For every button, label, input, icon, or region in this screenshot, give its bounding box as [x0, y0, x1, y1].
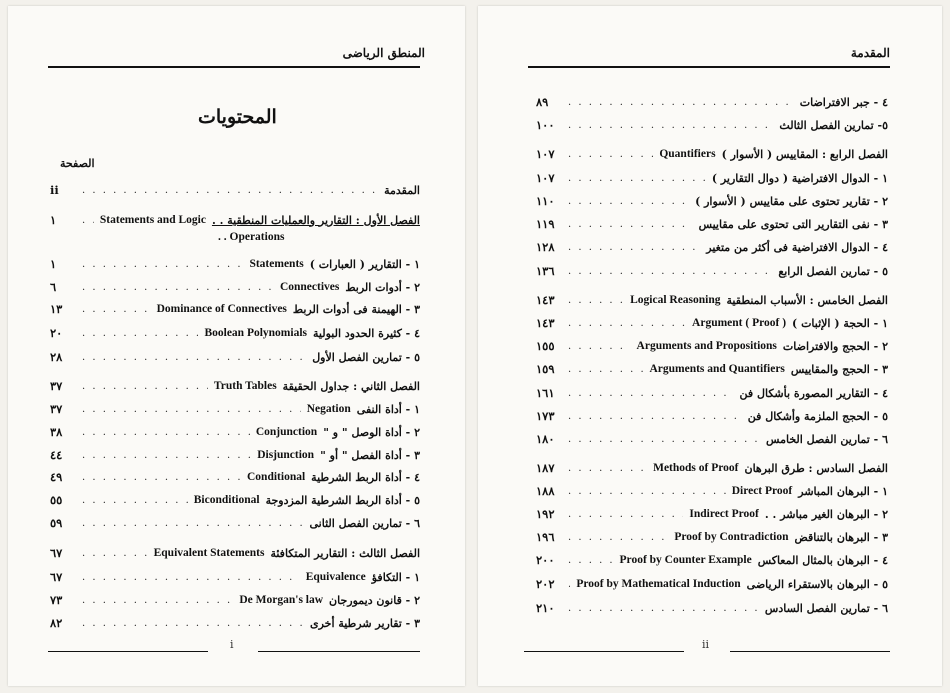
dot-leader [568, 463, 647, 474]
toc-entry [50, 489, 420, 511]
toc-entry-arabic: ٦ - تمارين الفصل الخامس [766, 432, 888, 446]
page-column-label: الصفحة [60, 157, 95, 170]
toc-page-number: ٣٨ [50, 425, 63, 439]
toc-entry-arabic: الفصل الخامس : الأسباب المنطقية [726, 293, 888, 307]
toc-entry [50, 346, 420, 368]
toc-entry [536, 260, 888, 282]
toc-page-number: ١١٩ [536, 217, 555, 231]
toc-entry [50, 612, 420, 634]
dot-leader [82, 595, 233, 606]
running-header: المقدمة [850, 46, 890, 60]
toc-entry-english: Quantifiers [659, 148, 716, 160]
toc-entry [536, 289, 888, 311]
toc-page-number: ٦٧ [50, 546, 63, 560]
toc-entry [536, 114, 888, 136]
footer-rule [48, 651, 208, 652]
dot-leader [82, 548, 148, 559]
toc-entry-arabic: الفصل السادس : طرق البرهان [744, 461, 888, 475]
toc-entry [536, 358, 888, 380]
toc-entry [536, 167, 888, 189]
toc-entry-arabic: المقدمة [384, 183, 420, 197]
toc-entry [50, 421, 420, 443]
toc-entry-english: Proof by Mathematical Induction [576, 578, 741, 590]
toc-entry-arabic: ٢ - أدوات الربط [345, 280, 420, 294]
toc-page-number: ٢١٠ [536, 601, 555, 615]
toc-entry-arabic: ٢ - أداة الوصل " و " [323, 425, 420, 439]
toc-entry-arabic: ١ - البرهان المباشر [798, 484, 888, 498]
toc-page-number: ٢٠٢ [536, 577, 555, 591]
toc-entry [536, 213, 888, 235]
toc-entry-english: Equivalence [305, 571, 366, 583]
toc-page-number: ١٣٦ [536, 264, 555, 278]
toc-page-number: ١ [50, 213, 57, 227]
toc-page-number: ١٢٨ [536, 240, 555, 254]
toc-page-number: ٧٣ [50, 593, 63, 607]
toc-page-number: ١٩٦ [536, 530, 555, 544]
toc-entry-english: Statements [249, 258, 304, 270]
toc-entry [50, 209, 420, 231]
toc-page-number: ١٤٣ [536, 293, 555, 307]
toc-entry-english: Arguments and Propositions [636, 340, 777, 352]
dot-leader [568, 318, 686, 329]
toc-page-number: ٥٥ [50, 493, 63, 507]
toc-entry [50, 179, 420, 201]
toc-page-number: ١٠٧ [536, 171, 555, 185]
toc-page-number: ١٨٠ [536, 432, 555, 446]
dot-leader [568, 579, 570, 590]
toc-entry [536, 405, 888, 427]
toc-page-number: ٨٢ [50, 616, 63, 630]
dot-leader [82, 304, 151, 315]
dot-leader [568, 411, 742, 422]
dot-leader [82, 427, 250, 438]
dot-leader [568, 149, 653, 160]
dot-leader [568, 364, 643, 375]
toc-entry-english: Biconditional [193, 494, 260, 506]
dot-leader [82, 328, 198, 339]
toc-entry [536, 549, 888, 571]
toc-entry-english: Statements and Logic [99, 214, 206, 226]
dot-leader [82, 404, 301, 415]
toc-entry-arabic: ٥ - الحجج الملزمة وأشكال فن [747, 409, 888, 423]
dot-leader [82, 472, 241, 483]
toc-page-number: ١٠٠ [536, 118, 555, 132]
toc-entry-english: Negation [306, 403, 351, 415]
toc-page-number: ١١٠ [536, 194, 555, 208]
toc-entry-arabic: ٥ - تمارين الفصل الرابع [778, 264, 888, 278]
toc-entry [50, 589, 420, 611]
toc-entry [50, 398, 420, 420]
left-page [8, 6, 465, 686]
toc-entry-arabic: ٢ - تقارير تحتوى على مقاييس ( الأسوار ) [695, 194, 888, 208]
dot-leader [82, 618, 304, 629]
toc-entry-arabic: ٤ - كثيرة الحدود البولية [313, 326, 420, 340]
toc-entry-arabic: ٦ - تمارين الفصل السادس [764, 601, 888, 615]
dot-leader [82, 572, 300, 583]
toc-entry-arabic: ٤ - أداة الربط الشرطية [311, 470, 420, 484]
dot-leader [82, 215, 94, 226]
dot-leader [568, 242, 700, 253]
toc-entry [50, 444, 420, 466]
toc-entry-english: Boolean Polynomials [204, 327, 308, 339]
toc-entry-arabic: ١ - الحجة ( الإثبات ) [792, 316, 888, 330]
toc-entry-arabic: ٥ - البرهان بالاستقراء الرياضى [746, 577, 888, 591]
toc-page-number: ١٩٢ [536, 507, 555, 521]
toc-entry-arabic: ٤ - جبر الافتراضات [799, 95, 888, 109]
dot-leader [82, 259, 243, 270]
toc-entry-english: Indirect Proof [689, 508, 759, 520]
toc-entry [536, 480, 888, 502]
toc-entry-arabic: ٣ - البرهان بالتناقض [794, 530, 888, 544]
right-page [478, 6, 942, 686]
toc-page-number: ٤٤ [50, 448, 63, 462]
toc-entry-english: Direct Proof [731, 485, 793, 497]
toc-entry [536, 597, 888, 619]
toc-entry [536, 503, 888, 525]
dot-leader [568, 120, 773, 131]
toc-entry-arabic: ٤ - الدوال الافتراضية فى أكثر من متغير [706, 240, 888, 254]
toc-entry-arabic: الفصل الرابع : المقاييس ( الأسوار ) [721, 147, 888, 161]
toc-entry-arabic: ٢ - الحجج والافتراضات [782, 339, 888, 353]
dot-leader [82, 450, 251, 461]
toc-entry-arabic: ٦ - تمارين الفصل الثانى [309, 516, 420, 530]
dot-leader [568, 532, 668, 543]
dot-leader [82, 352, 306, 363]
toc-page-number: ٣٧ [50, 402, 63, 416]
dot-leader [568, 266, 772, 277]
toc-entry-english: Proof by Contradiction [674, 531, 789, 543]
toc-entry-english: Proof by Counter Example [619, 554, 752, 566]
toc-entry-english: Conjunction [255, 426, 318, 438]
dot-leader [568, 341, 631, 352]
dot-leader [568, 603, 759, 614]
toc-page-number: ٢٨ [50, 350, 63, 364]
toc-page-number: ٤٩ [50, 470, 63, 484]
toc-page-number: ٢٠ [50, 326, 63, 340]
dot-leader [568, 295, 624, 306]
toc-list [536, 6, 888, 646]
toc-page-number: ٢٠٠ [536, 553, 555, 567]
toc-entry [536, 190, 888, 212]
toc-entry-arabic: ٣ - الحجج والمقاييس [790, 362, 888, 376]
footer-rule [258, 651, 420, 652]
toc-page-number: ٣٧ [50, 379, 63, 393]
toc-entry-english: Truth Tables [213, 380, 277, 392]
dot-leader [82, 495, 188, 506]
dot-leader [568, 173, 706, 184]
toc-entry [536, 457, 888, 479]
toc-entry-english: Dominance of Connectives [156, 303, 287, 315]
toc-entry-english: Disjunction [257, 449, 315, 461]
dot-leader [568, 509, 683, 520]
toc-page-number: ١ [50, 257, 57, 271]
toc-entry-english: Methods of Proof [653, 462, 739, 474]
toc-entry-arabic: ٣ - الهيمنة فى أدوات الربط [292, 302, 420, 316]
toc-entry-arabic: ٣ - تقارير شرطية أخرى [309, 616, 420, 630]
dot-leader [568, 434, 760, 445]
toc-entry-arabic: ٥- تمارين الفصل الثالث [779, 118, 888, 132]
toc-entry-arabic: ٣ - نفى التقارير التى تحتوى على مقاييس [698, 217, 888, 231]
toc-entry-continuation: . . Operations [218, 231, 285, 243]
toc-entry-arabic: الفصل الثاني : جداول الحقيقة [282, 379, 420, 393]
toc-page-number: ٥٩ [50, 516, 63, 530]
toc-entry-english: Logical Reasoning [630, 294, 721, 306]
toc-entry-arabic: ٥ - تمارين الفصل الأول [312, 350, 420, 364]
toc-page-number: ١٧٣ [536, 409, 555, 423]
toc-page-number: ii [50, 183, 59, 197]
toc-page-number: ١٥٥ [536, 339, 555, 353]
toc-entry [50, 253, 420, 275]
toc-entry [50, 375, 420, 397]
toc-entry [50, 466, 420, 488]
dot-leader [82, 518, 304, 529]
toc-entry-english: Argument ( Proof ) [692, 317, 787, 329]
toc-entry-arabic: الفصل الأول : التقارير والعمليات المنطقية . . [211, 213, 420, 227]
footer-rule [730, 651, 890, 652]
dot-leader [82, 282, 274, 293]
dot-leader [568, 486, 726, 497]
dot-leader [82, 381, 208, 392]
toc-entry-english: De Morgan's law [239, 594, 324, 606]
toc-entry-arabic: ١ - أداة النفى [356, 402, 420, 416]
toc-page-number: ١٦١ [536, 386, 555, 400]
toc-entry-arabic: ٢ - البرهان الغير مباشر . . [764, 507, 888, 521]
toc-entry-arabic: الفصل الثالث : التقارير المتكافئة [270, 546, 420, 560]
toc-entry [50, 566, 420, 588]
toc-page-number: ١٨٨ [536, 484, 555, 498]
toc-entry-english: Arguments and Quantifiers [649, 363, 785, 375]
toc-entry-arabic: ١ - الدوال الافتراضية ( دوال التقارير ) [711, 171, 888, 185]
toc-entry [50, 276, 420, 298]
toc-page-number: ١٠٧ [536, 147, 555, 161]
toc-list [50, 6, 420, 646]
toc-entry-english: Connectives [279, 281, 340, 293]
dot-leader [568, 196, 689, 207]
toc-page-number: ١٨٧ [536, 461, 555, 475]
toc-entry-arabic: ٢ - قانون ديمورجان [329, 593, 420, 607]
running-header: المنطق الرياضى [342, 46, 425, 60]
dot-leader [568, 388, 734, 399]
toc-entry-english: Conditional [247, 471, 306, 483]
toc-entry [50, 542, 420, 564]
dot-leader [568, 97, 794, 108]
page-title: المحتويات [198, 106, 277, 128]
footer-rule [524, 651, 684, 652]
toc-entry [536, 236, 888, 258]
toc-page-number: ٦ [50, 280, 57, 294]
toc-entry-arabic: ١ - التكافؤ [371, 570, 420, 584]
toc-entry [536, 91, 888, 113]
toc-entry [536, 428, 888, 450]
toc-entry [536, 143, 888, 165]
toc-entry-english: Equivalent Statements [153, 547, 265, 559]
toc-entry [536, 573, 888, 595]
toc-entry-arabic: ٥ - أداة الربط الشرطية المزدوجة [265, 493, 420, 507]
toc-entry [50, 322, 420, 344]
toc-page-number: ١٥٩ [536, 362, 555, 376]
toc-page-number: ٨٩ [536, 95, 549, 109]
page-number: i [230, 638, 234, 651]
toc-entry [536, 335, 888, 357]
toc-entry [536, 312, 888, 334]
toc-entry [536, 382, 888, 404]
toc-entry [50, 298, 420, 320]
toc-entry [50, 512, 420, 534]
toc-entry-arabic: ٤ - البرهان بالمثال المعاكس [757, 553, 888, 567]
toc-entry-arabic: ٣ - أداة الفصل " أو " [320, 448, 420, 462]
toc-entry-arabic: ١ - التقارير ( العبارات ) [309, 257, 420, 271]
toc-entry-arabic: ٤ - التقارير المصورة بأشكال فن [739, 386, 888, 400]
dot-leader [568, 555, 614, 566]
page-number: ii [702, 638, 710, 651]
dot-leader [568, 219, 693, 230]
toc-entry [536, 526, 888, 548]
toc-page-number: ٦٧ [50, 570, 63, 584]
toc-page-number: ١٣ [50, 302, 63, 316]
dot-leader [82, 185, 378, 196]
toc-page-number: ١٤٣ [536, 316, 555, 330]
